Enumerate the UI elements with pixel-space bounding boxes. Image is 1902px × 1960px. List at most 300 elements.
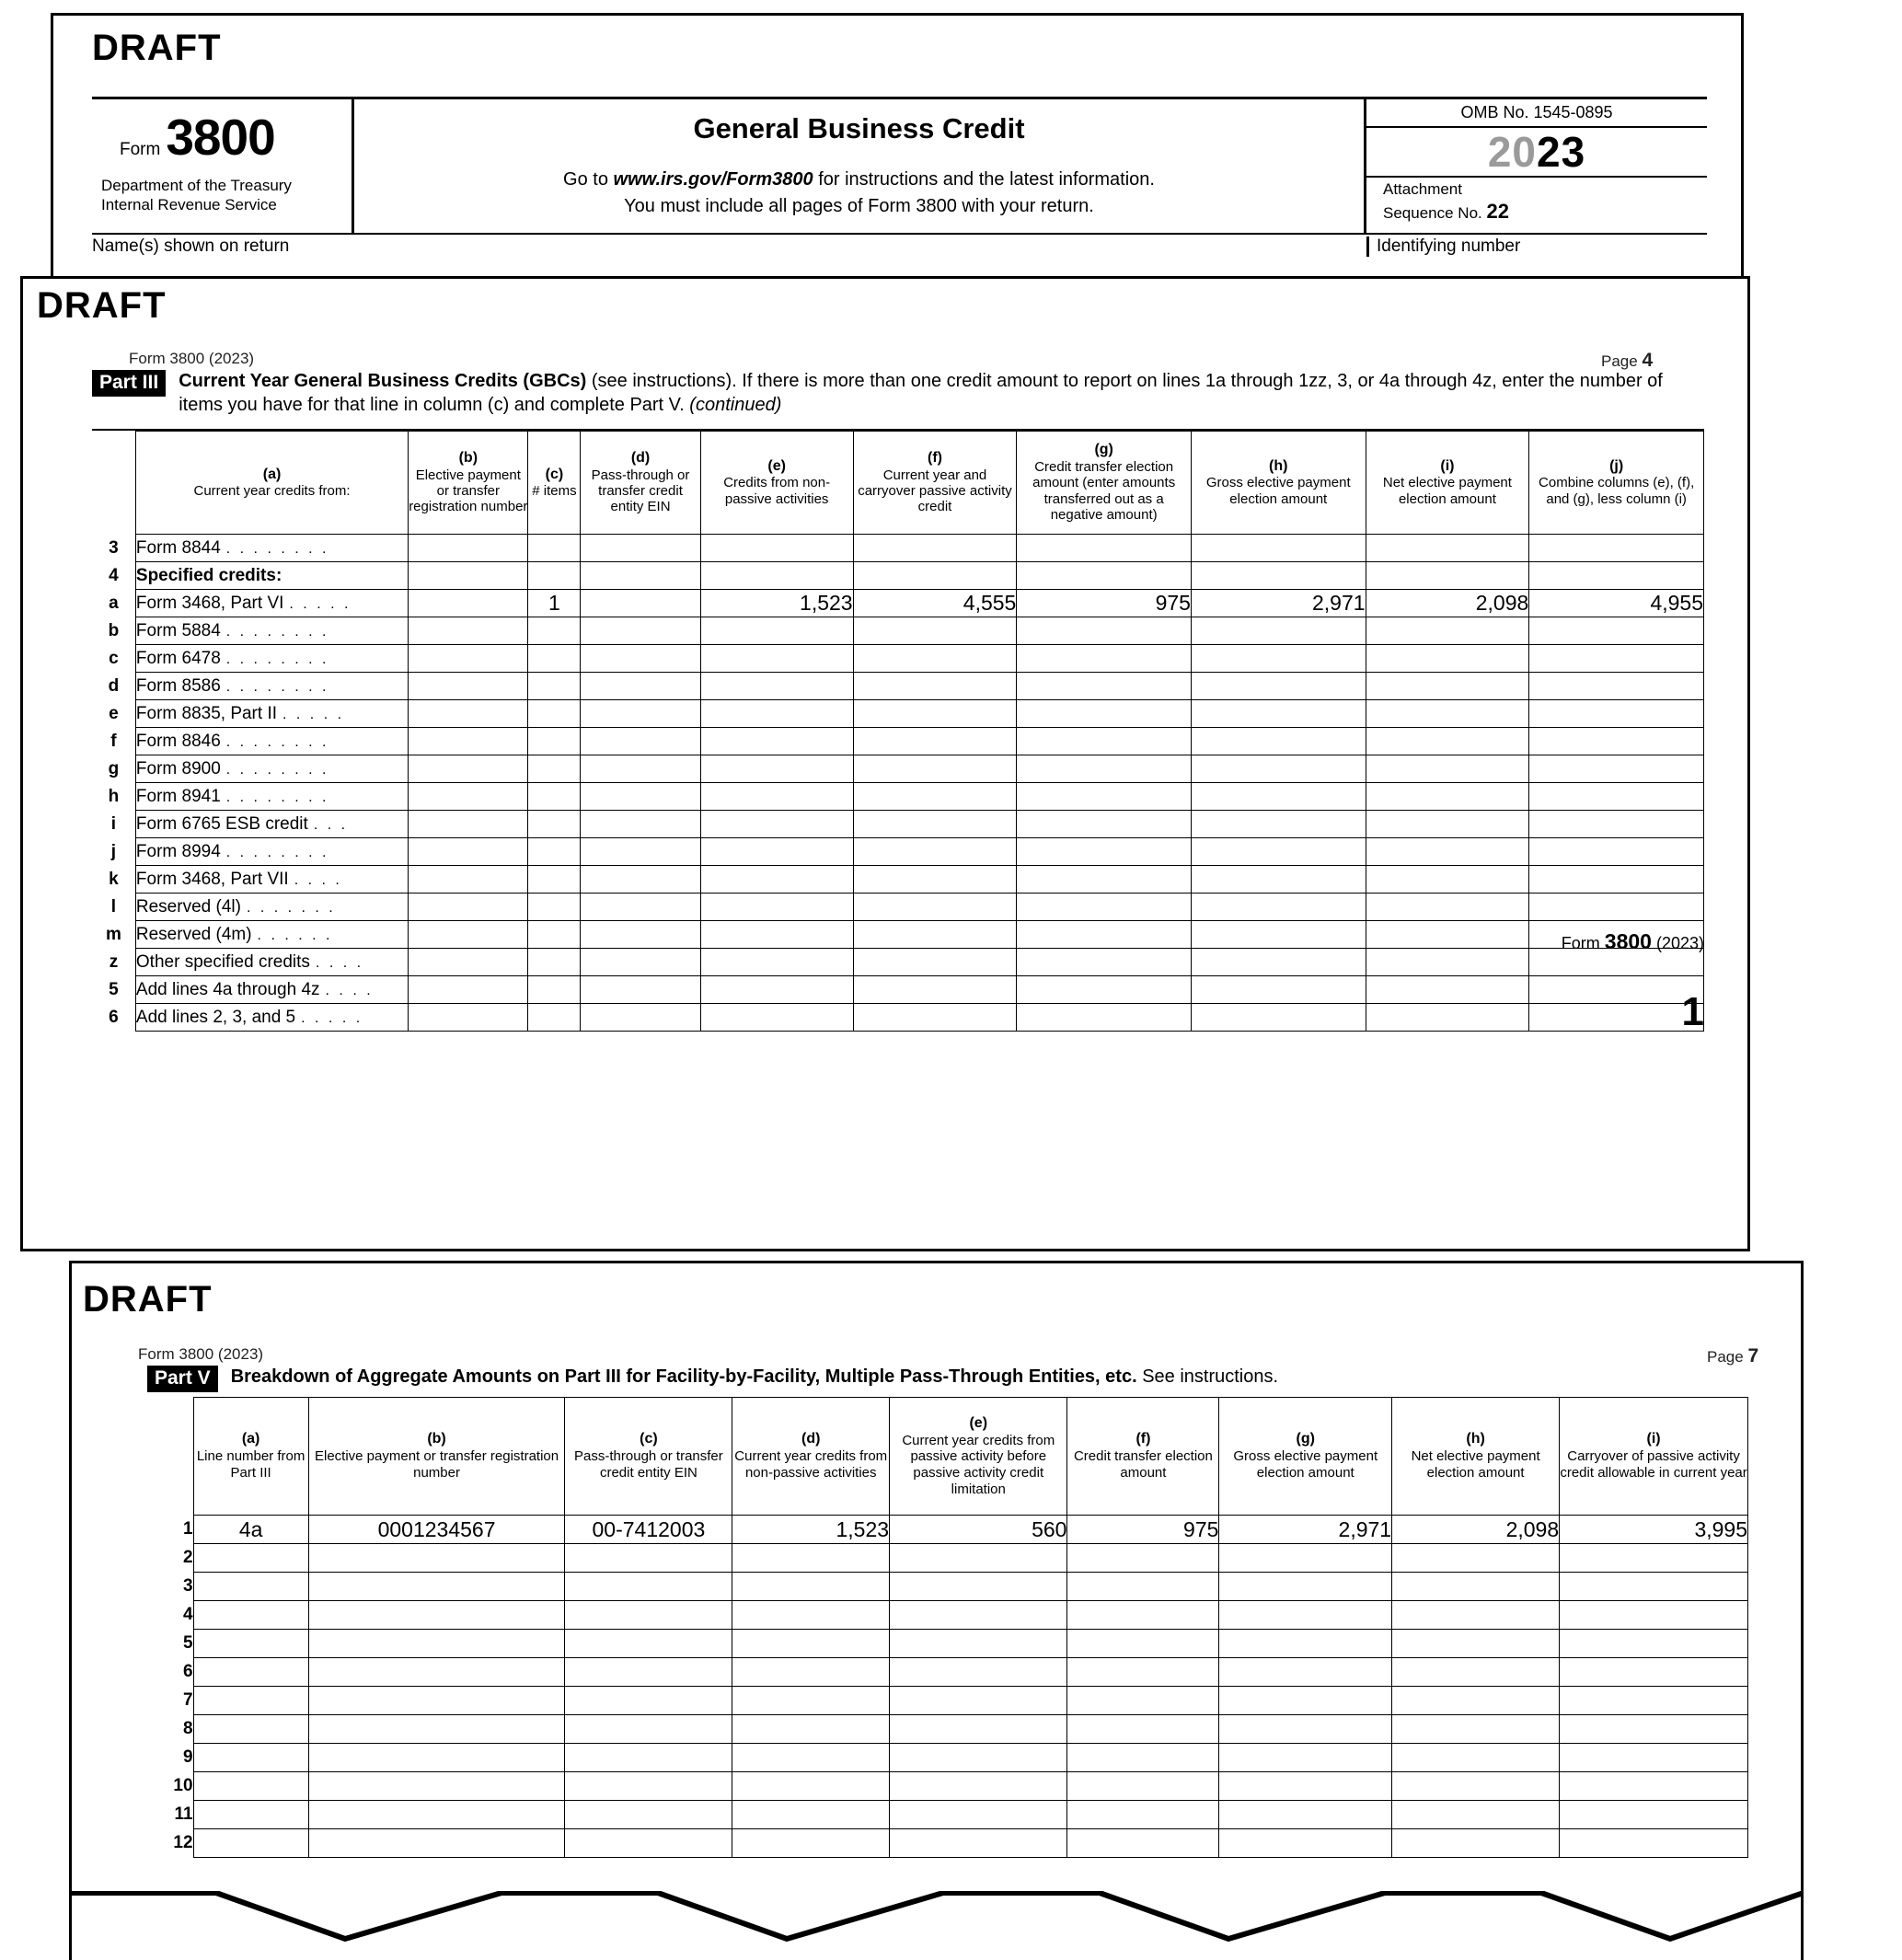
cell-i[interactable] (1366, 866, 1529, 894)
cell-a[interactable] (193, 1715, 308, 1744)
cell-e[interactable] (890, 1601, 1067, 1630)
cell-g[interactable] (1017, 700, 1192, 728)
cell-d[interactable] (581, 838, 700, 866)
cell-g[interactable] (1017, 949, 1192, 976)
cell-e[interactable] (890, 1573, 1067, 1601)
cell-e[interactable] (700, 866, 853, 894)
cell-g[interactable] (1219, 1801, 1392, 1829)
cell-f[interactable] (1067, 1715, 1219, 1744)
cell-i[interactable] (1366, 728, 1529, 755)
cell-h[interactable] (1392, 1601, 1560, 1630)
cell-i[interactable] (1366, 700, 1529, 728)
form-number-line (120, 109, 342, 166)
cell-e[interactable] (890, 1630, 1067, 1658)
part-iii-table (92, 431, 1704, 1032)
cell-h[interactable] (1392, 1715, 1560, 1744)
cell-c[interactable] (528, 894, 581, 921)
cell-b[interactable] (409, 783, 528, 811)
cell-b[interactable]: 0001234567 (308, 1516, 565, 1544)
row-label-text: Add lines 4a through 4z (135, 979, 320, 999)
row-index: z (109, 951, 119, 972)
col-text-h: Gross elective payment election amount (1205, 475, 1351, 507)
cell-d[interactable] (581, 811, 700, 838)
cell-h[interactable] (1191, 838, 1366, 866)
cell-i[interactable] (1366, 838, 1529, 866)
row-index: j (110, 841, 117, 861)
cell-i[interactable]: 3,995 (1560, 1516, 1748, 1544)
cell-i[interactable] (1560, 1573, 1748, 1601)
cell-g[interactable] (1017, 755, 1192, 783)
cell-i[interactable]: 2,098 (1366, 590, 1529, 617)
cell-g[interactable] (1017, 617, 1192, 645)
cell-d[interactable] (581, 783, 700, 811)
cell-d[interactable] (732, 1715, 890, 1744)
cell-f[interactable] (853, 894, 1017, 921)
cell-e[interactable] (700, 783, 853, 811)
cell-f[interactable] (1067, 1658, 1219, 1687)
cell-b[interactable] (308, 1658, 565, 1687)
cell-b[interactable] (409, 921, 528, 949)
cell-e[interactable] (700, 811, 853, 838)
cell-b[interactable] (409, 700, 528, 728)
cell-c[interactable] (528, 535, 581, 562)
cell-i[interactable] (1366, 562, 1529, 590)
cell-i[interactable] (1560, 1829, 1748, 1858)
cell-a[interactable]: 4a (193, 1516, 308, 1544)
cell-e[interactable] (890, 1744, 1067, 1772)
cell-e[interactable] (700, 921, 853, 949)
cell-c[interactable] (528, 866, 581, 894)
cell-j[interactable] (1529, 535, 1704, 562)
cell-e[interactable] (890, 1687, 1067, 1715)
cell-d[interactable]: 1,523 (732, 1516, 890, 1544)
cell-c[interactable] (565, 1801, 732, 1829)
cell-i[interactable] (1366, 535, 1529, 562)
cell-e[interactable] (700, 755, 853, 783)
table-row (147, 1630, 1748, 1658)
cell-i[interactable] (1560, 1601, 1748, 1630)
cell-g[interactable] (1017, 894, 1192, 921)
cell-j[interactable]: 4,955 (1529, 590, 1704, 617)
cell-g[interactable] (1219, 1772, 1392, 1801)
cell-d[interactable] (581, 894, 700, 921)
cell-e[interactable] (700, 728, 853, 755)
cell-g[interactable] (1219, 1687, 1392, 1715)
p5-col-text-i: Carryover of passive activity credit allowable in current year (1560, 1448, 1747, 1481)
cell-g[interactable] (1219, 1630, 1392, 1658)
cell-d[interactable] (581, 866, 700, 894)
table-row (92, 976, 1704, 1004)
cell-c[interactable] (565, 1630, 732, 1658)
cell-h[interactable] (1191, 728, 1366, 755)
cell-h[interactable] (1191, 811, 1366, 838)
cell-f[interactable] (853, 949, 1017, 976)
part-v-title-rest: See instructions. (1136, 1366, 1279, 1387)
row-label-text: Form 3468, Part VII (135, 869, 289, 889)
cell-c[interactable] (528, 728, 581, 755)
cell-f[interactable] (853, 783, 1017, 811)
cell-b[interactable] (409, 949, 528, 976)
cell-f[interactable] (853, 921, 1017, 949)
row-label-text: Form 8994 (135, 841, 221, 861)
cell-h[interactable] (1191, 562, 1366, 590)
cell-i[interactable] (1366, 645, 1529, 673)
cell-d[interactable] (581, 645, 700, 673)
cell-b[interactable] (409, 894, 528, 921)
cell-e[interactable]: 560 (890, 1516, 1067, 1544)
cell-i[interactable] (1560, 1630, 1748, 1658)
cell-g[interactable] (1219, 1829, 1392, 1858)
cell-c[interactable] (528, 921, 581, 949)
cell-f[interactable] (853, 811, 1017, 838)
cell-b[interactable] (308, 1829, 565, 1858)
cell-i[interactable] (1560, 1772, 1748, 1801)
cell-e[interactable] (890, 1801, 1067, 1829)
cell-i[interactable] (1366, 976, 1529, 1004)
cell-f[interactable] (1067, 1601, 1219, 1630)
cell-i[interactable] (1366, 894, 1529, 921)
cell-e[interactable] (890, 1544, 1067, 1573)
cell-h[interactable] (1392, 1573, 1560, 1601)
cell-b[interactable] (409, 562, 528, 590)
row-label (135, 866, 408, 894)
cell-h[interactable] (1392, 1744, 1560, 1772)
cell-e[interactable] (700, 617, 853, 645)
cell-b[interactable] (409, 645, 528, 673)
cell-a[interactable] (193, 1630, 308, 1658)
cell-d[interactable] (581, 535, 700, 562)
cell-f[interactable] (1067, 1772, 1219, 1801)
cell-c[interactable]: 1 (528, 590, 581, 617)
cell-b[interactable] (308, 1772, 565, 1801)
cell-g[interactable] (1017, 838, 1192, 866)
cell-b[interactable] (308, 1687, 565, 1715)
cell-h[interactable] (1191, 673, 1366, 700)
cell-h[interactable] (1191, 1004, 1366, 1032)
cell-e[interactable]: 1,523 (700, 590, 853, 617)
cell-c[interactable] (565, 1744, 732, 1772)
cell-j[interactable] (1529, 562, 1704, 590)
cell-f[interactable] (853, 728, 1017, 755)
cell-i[interactable] (1560, 1687, 1748, 1715)
cell-i[interactable] (1366, 755, 1529, 783)
cell-h[interactable] (1191, 866, 1366, 894)
cell-c[interactable] (528, 645, 581, 673)
cell-c[interactable] (528, 838, 581, 866)
cell-c[interactable]: 00-7412003 (565, 1516, 732, 1544)
cell-g[interactable] (1219, 1744, 1392, 1772)
cell-h[interactable] (1392, 1772, 1560, 1801)
cell-b[interactable] (409, 838, 528, 866)
cell-h[interactable] (1191, 617, 1366, 645)
cell-a[interactable] (193, 1744, 308, 1772)
cell-d[interactable] (581, 700, 700, 728)
cell-g[interactable] (1017, 1004, 1192, 1032)
cell-d[interactable] (732, 1687, 890, 1715)
cell-e[interactable] (700, 838, 853, 866)
cell-g[interactable] (1219, 1544, 1392, 1573)
cell-b[interactable] (409, 590, 528, 617)
cell-d[interactable] (581, 617, 700, 645)
cell-c[interactable] (528, 811, 581, 838)
cell-f[interactable]: 975 (1067, 1516, 1219, 1544)
cell-f[interactable] (853, 1004, 1017, 1032)
cell-j[interactable] (1529, 645, 1704, 673)
cell-h[interactable] (1191, 921, 1366, 949)
table-row (92, 755, 1704, 783)
cell-d[interactable] (732, 1658, 890, 1687)
cell-j[interactable] (1529, 1004, 1704, 1032)
cell-c[interactable] (528, 700, 581, 728)
cell-b[interactable] (308, 1744, 565, 1772)
col-text-f: Current year and carryover passive activity credit (858, 467, 1012, 515)
cell-j[interactable] (1529, 811, 1704, 838)
cell-h[interactable] (1191, 894, 1366, 921)
cell-c[interactable] (528, 783, 581, 811)
cell-g[interactable] (1017, 645, 1192, 673)
cell-g[interactable] (1017, 673, 1192, 700)
cell-j[interactable] (1529, 673, 1704, 700)
cell-e[interactable] (700, 700, 853, 728)
cell-b[interactable] (409, 755, 528, 783)
cell-d[interactable] (732, 1772, 890, 1801)
cell-f[interactable] (1067, 1829, 1219, 1858)
cell-b[interactable] (308, 1601, 565, 1630)
cell-d[interactable] (732, 1744, 890, 1772)
cell-f[interactable] (1067, 1801, 1219, 1829)
cell-b[interactable] (409, 1004, 528, 1032)
cell-j[interactable] (1529, 866, 1704, 894)
cell-f[interactable] (853, 976, 1017, 1004)
cell-h[interactable] (1191, 645, 1366, 673)
cell-j[interactable] (1529, 783, 1704, 811)
cell-h[interactable] (1392, 1687, 1560, 1715)
cell-h[interactable] (1392, 1630, 1560, 1658)
cell-d[interactable] (732, 1601, 890, 1630)
cell-f[interactable] (853, 562, 1017, 590)
cell-i[interactable] (1560, 1544, 1748, 1573)
row-index: h (108, 786, 120, 806)
cell-c[interactable] (565, 1544, 732, 1573)
col-letter-j: (j) (1609, 457, 1624, 474)
cell-f[interactable] (853, 673, 1017, 700)
cell-g[interactable] (1017, 921, 1192, 949)
cell-e[interactable] (700, 645, 853, 673)
cell-f[interactable] (1067, 1573, 1219, 1601)
cell-c[interactable] (565, 1829, 732, 1858)
cell-a[interactable] (193, 1829, 308, 1858)
cell-j[interactable] (1529, 894, 1704, 921)
cell-c[interactable] (565, 1715, 732, 1744)
cell-e[interactable] (700, 673, 853, 700)
cell-j[interactable] (1529, 838, 1704, 866)
col-text-i: Net elective payment election amount (1382, 475, 1512, 507)
cell-a[interactable] (193, 1658, 308, 1687)
cell-a[interactable] (193, 1687, 308, 1715)
cell-h[interactable] (1191, 976, 1366, 1004)
cell-f[interactable] (1067, 1544, 1219, 1573)
cell-d[interactable] (581, 976, 700, 1004)
cell-d[interactable] (732, 1801, 890, 1829)
cell-e[interactable] (700, 535, 853, 562)
cell-a[interactable] (193, 1601, 308, 1630)
cell-c[interactable] (528, 949, 581, 976)
cell-d[interactable] (581, 673, 700, 700)
cell-f[interactable] (853, 866, 1017, 894)
cell-c[interactable] (528, 976, 581, 1004)
cell-g[interactable] (1017, 976, 1192, 1004)
cell-i[interactable] (1366, 617, 1529, 645)
cell-b[interactable] (409, 673, 528, 700)
cell-h[interactable] (1191, 783, 1366, 811)
cell-c[interactable] (565, 1573, 732, 1601)
row-index: 3 (182, 1576, 193, 1596)
cell-c[interactable] (528, 673, 581, 700)
part-iii-table-wrapper (92, 429, 1704, 1032)
page-title: General Business Credit (693, 112, 1025, 144)
cell-f[interactable] (853, 700, 1017, 728)
cell-c[interactable] (528, 562, 581, 590)
cell-e[interactable] (700, 562, 853, 590)
cell-g[interactable]: 975 (1017, 590, 1192, 617)
cell-j[interactable] (1529, 728, 1704, 755)
cell-f[interactable] (853, 838, 1017, 866)
cell-i[interactable] (1560, 1715, 1748, 1744)
p5-col-header-g (1219, 1398, 1392, 1516)
cell-h[interactable] (1392, 1658, 1560, 1687)
row-label-text: Form 8835, Part II (135, 703, 278, 723)
cell-f[interactable] (853, 535, 1017, 562)
cell-f[interactable] (1067, 1744, 1219, 1772)
cell-e[interactable] (700, 949, 853, 976)
cell-d[interactable] (581, 755, 700, 783)
col-letter-h: (h) (1269, 457, 1288, 474)
cell-b[interactable] (308, 1544, 565, 1573)
cell-a[interactable] (193, 1544, 308, 1573)
cell-g[interactable] (1017, 728, 1192, 755)
cell-e[interactable] (890, 1829, 1067, 1858)
cell-c[interactable] (528, 617, 581, 645)
cell-j[interactable] (1529, 976, 1704, 1004)
cell-f[interactable] (1067, 1630, 1219, 1658)
cell-i[interactable] (1366, 1004, 1529, 1032)
cell-c[interactable] (565, 1687, 732, 1715)
cell-e[interactable] (890, 1772, 1067, 1801)
cell-h[interactable]: 2,971 (1191, 590, 1366, 617)
cell-i[interactable] (1366, 783, 1529, 811)
cell-g[interactable] (1017, 535, 1192, 562)
cell-i[interactable] (1366, 921, 1529, 949)
cell-d[interactable] (581, 949, 700, 976)
cell-f[interactable]: 4,555 (853, 590, 1017, 617)
cell-c[interactable] (565, 1772, 732, 1801)
cell-b[interactable] (409, 866, 528, 894)
cell-i[interactable] (1366, 673, 1529, 700)
cell-e[interactable] (890, 1658, 1067, 1687)
cell-g[interactable] (1017, 866, 1192, 894)
cell-i[interactable] (1560, 1801, 1748, 1829)
cell-d[interactable] (581, 1004, 700, 1032)
cell-a[interactable] (193, 1573, 308, 1601)
cell-h[interactable] (1191, 535, 1366, 562)
row-index: 6 (109, 1007, 119, 1027)
cell-b[interactable] (308, 1715, 565, 1744)
cell-d[interactable] (581, 590, 700, 617)
cell-e[interactable] (890, 1715, 1067, 1744)
cell-b[interactable] (409, 811, 528, 838)
cell-d[interactable] (732, 1573, 890, 1601)
cell-f[interactable] (1067, 1687, 1219, 1715)
cell-b[interactable] (409, 728, 528, 755)
cell-g[interactable] (1219, 1601, 1392, 1630)
cell-b[interactable] (308, 1801, 565, 1829)
cell-g[interactable] (1219, 1715, 1392, 1744)
goto-url[interactable]: www.irs.gov/Form3800 (613, 169, 813, 190)
cell-i[interactable] (1560, 1658, 1748, 1687)
cell-e[interactable] (700, 976, 853, 1004)
cell-d[interactable] (581, 728, 700, 755)
cell-g[interactable] (1017, 562, 1192, 590)
table-row (147, 1687, 1748, 1715)
cell-b[interactable] (409, 535, 528, 562)
cell-h[interactable] (1392, 1544, 1560, 1573)
cell-c[interactable] (565, 1658, 732, 1687)
cell-i[interactable] (1366, 811, 1529, 838)
cell-d[interactable] (732, 1829, 890, 1858)
cell-a[interactable] (193, 1801, 308, 1829)
cell-c[interactable] (528, 755, 581, 783)
cell-i[interactable] (1366, 949, 1529, 976)
cell-b[interactable] (409, 617, 528, 645)
cell-g[interactable] (1017, 811, 1192, 838)
cell-a[interactable] (193, 1772, 308, 1801)
cell-d[interactable] (732, 1630, 890, 1658)
cell-g[interactable] (1219, 1573, 1392, 1601)
cell-i[interactable] (1560, 1744, 1748, 1772)
cell-f[interactable] (853, 755, 1017, 783)
cell-j[interactable] (1529, 700, 1704, 728)
cell-j[interactable] (1529, 755, 1704, 783)
cell-b[interactable] (308, 1573, 565, 1601)
cell-d[interactable] (732, 1544, 890, 1573)
cell-h[interactable]: 2,098 (1392, 1516, 1560, 1544)
name-identifying-row (92, 236, 1707, 257)
row-label-text: Form 8586 (135, 675, 221, 696)
col-text-b: Elective payment or transfer registration number (409, 467, 528, 515)
cell-c[interactable] (528, 1004, 581, 1032)
cell-c[interactable] (565, 1601, 732, 1630)
cell-f[interactable] (853, 617, 1017, 645)
cell-g[interactable] (1219, 1658, 1392, 1687)
cell-d[interactable] (581, 921, 700, 949)
row-leader-dots: . . . . . (301, 1009, 363, 1026)
cell-b[interactable] (409, 976, 528, 1004)
cell-g[interactable]: 2,971 (1219, 1516, 1392, 1544)
cell-e[interactable] (700, 894, 853, 921)
cell-b[interactable] (308, 1630, 565, 1658)
cell-h[interactable] (1191, 949, 1366, 976)
cell-f[interactable] (853, 645, 1017, 673)
cell-g[interactable] (1017, 783, 1192, 811)
row-label-text: Form 5884 (135, 620, 221, 640)
cell-e[interactable] (700, 1004, 853, 1032)
cell-j[interactable] (1529, 617, 1704, 645)
cell-d[interactable] (581, 562, 700, 590)
cell-h[interactable] (1191, 755, 1366, 783)
cell-h[interactable] (1392, 1801, 1560, 1829)
cell-h[interactable] (1392, 1829, 1560, 1858)
cell-h[interactable] (1191, 700, 1366, 728)
